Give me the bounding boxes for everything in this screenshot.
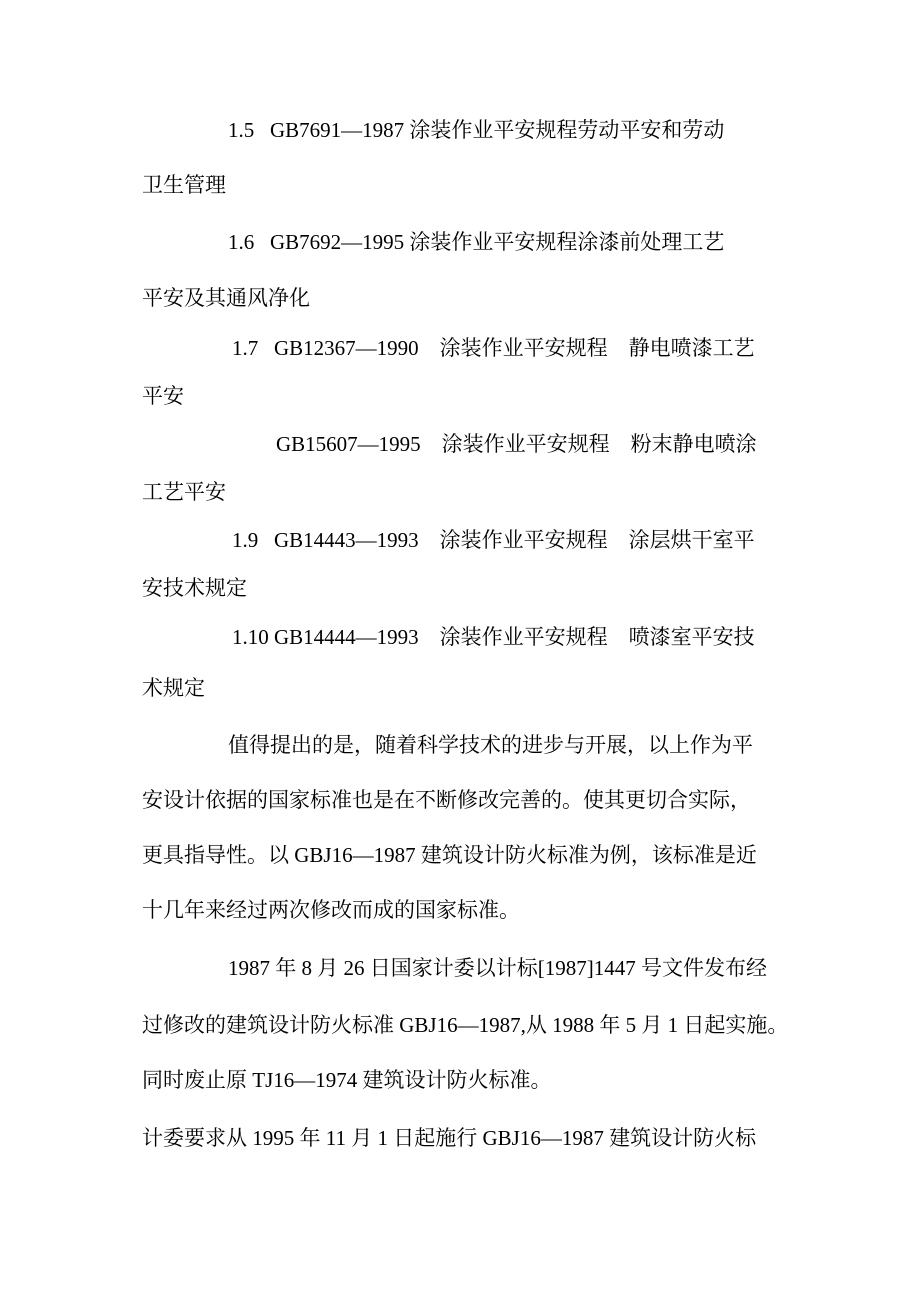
standard-list-line: 1.10 GB14444—1993 涂装作业平安规程 喷漆室平安技 xyxy=(232,625,755,649)
paragraph-line: 同时废止原 TJ16—1974 建筑设计防火标准。 xyxy=(142,1068,552,1092)
standard-list-line: 安技术规定 xyxy=(142,576,247,600)
paragraph-line: 1987 年 8 月 26 日国家计委以计标[1987]1447 号文件发布经 xyxy=(228,956,767,980)
standard-list-line: 1.5 GB7691—1987 涂装作业平安规程劳动平安和劳动 xyxy=(228,118,725,142)
standard-list-line: 平安及其通风净化 xyxy=(142,286,310,310)
standard-list-line: 平安 xyxy=(142,384,184,408)
paragraph-line: 过修改的建筑设计防火标准 GBJ16—1987,从 1988 年 5 月 1 日起实施。 xyxy=(142,1013,789,1037)
standard-list-line: GB15607—1995 涂装作业平安规程 粉末静电喷涂 xyxy=(276,432,757,456)
paragraph-line: 十几年来经过两次修改而成的国家标准。 xyxy=(142,898,520,922)
standard-list-line: 术规定 xyxy=(142,676,205,700)
paragraph-line: 安设计依据的国家标准也是在不断修改完善的。使其更切合实际， xyxy=(142,788,751,812)
paragraph-line: 值得提出的是，随着科学技术的进步与开展，以上作为平 xyxy=(228,733,753,757)
standard-list-line: 卫生管理 xyxy=(142,173,226,197)
paragraph-line: 更具指导性。以 GBJ16—1987 建筑设计防火标准为例，该标准是近 xyxy=(142,843,757,867)
standard-list-line: 1.7 GB12367—1990 涂装作业平安规程 静电喷漆工艺 xyxy=(232,336,755,360)
standard-list-line: 工艺平安 xyxy=(142,480,226,504)
standard-list-line: 1.6 GB7692—1995 涂装作业平安规程涂漆前处理工艺 xyxy=(228,230,725,254)
standard-list-line: 1.9 GB14443—1993 涂装作业平安规程 涂层烘干室平 xyxy=(232,528,755,552)
paragraph-line: 计委要求从 1995 年 11 月 1 日起施行 GBJ16—1987 建筑设计防火标 xyxy=(142,1126,757,1150)
